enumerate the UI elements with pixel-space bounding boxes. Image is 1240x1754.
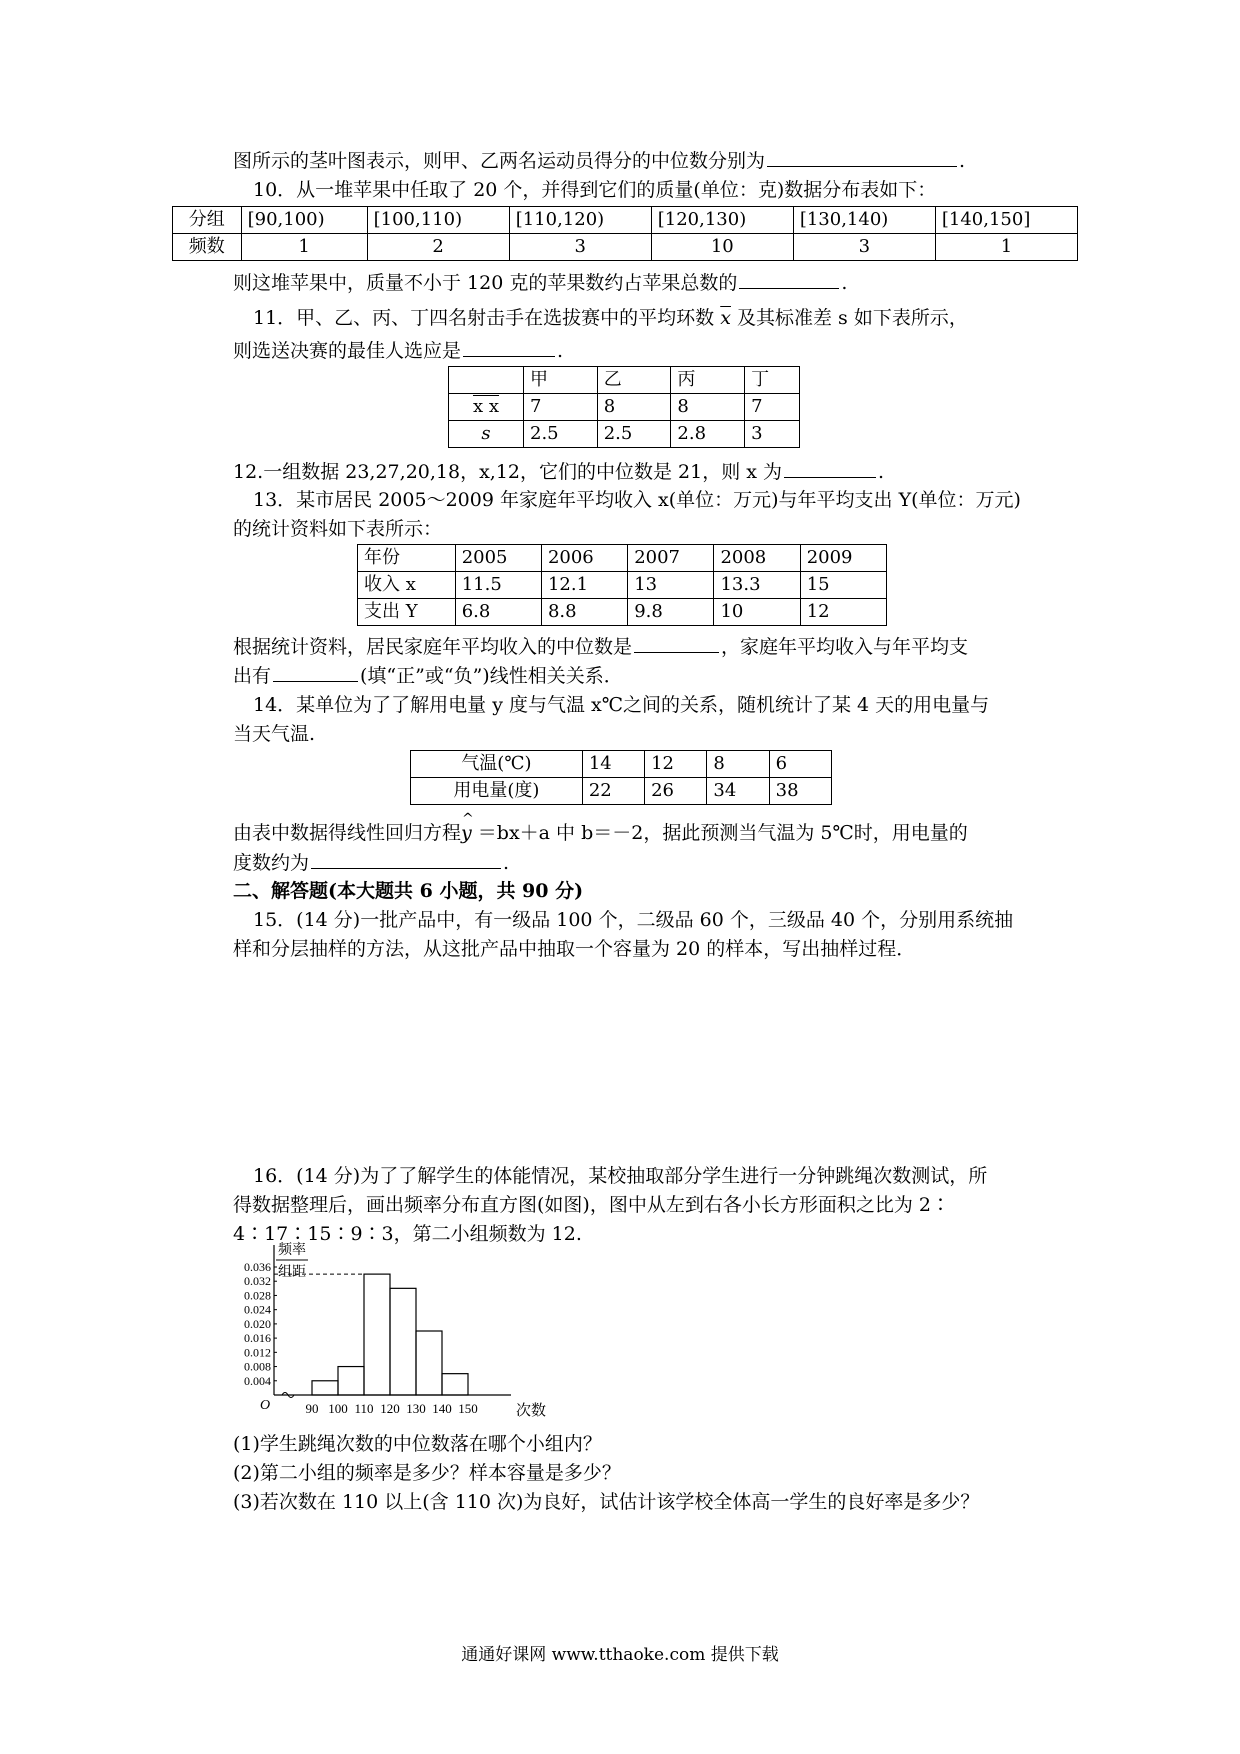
table-cell: 10 [651, 234, 793, 261]
table-cell: 气温(℃) [411, 751, 583, 778]
table-cell: 12 [645, 751, 707, 778]
table-cell: 10 [714, 599, 800, 626]
table-cell: 9.8 [628, 599, 714, 626]
q10-text: 10．从一堆苹果中任取了 20 个，并得到它们的质量(单位：克)数据分布表如下： [253, 179, 937, 201]
table-cell: s [449, 421, 524, 448]
table-cell: 7 [524, 394, 598, 421]
table-cell: 2008 [714, 545, 800, 572]
q16-line3: 4∶17∶15∶9∶3，第二小组频数为 12. [233, 1223, 582, 1245]
table-cell: 2 [367, 234, 509, 261]
q13-after2: 出有 (填“正”或“负”)线性相关关系． [233, 665, 623, 687]
table-cell: 12.1 [541, 572, 627, 599]
frequency-histogram [226, 1240, 556, 1420]
table-cell: 用电量(度) [411, 778, 583, 805]
y-tick-label: 0.028 [244, 1288, 271, 1303]
table-cell: 2006 [541, 545, 627, 572]
table-cell: 34 [707, 778, 769, 805]
table-row [358, 572, 887, 599]
y-hat: ^ y [461, 811, 474, 844]
table-cell: 年份 [358, 545, 456, 572]
table-cell: 丁 [745, 367, 800, 394]
table-cell: 1 [935, 234, 1077, 261]
table-row [449, 394, 800, 421]
table-cell: [140,150] [935, 207, 1077, 234]
x-tick-label: 140 [432, 1401, 452, 1416]
q16-sub3: (3)若次数在 110 以上(含 110 次)为良好，试估计该学校全体高一学生的良好率是多少？ [233, 1491, 980, 1513]
q13-line2: 的统计资料如下表所示： [233, 518, 443, 540]
answer-blank [311, 850, 501, 869]
q11-table [448, 366, 800, 448]
table-cell: 甲 [524, 367, 598, 394]
q10-after: 则这堆苹果中，质量不小于 120 克的苹果数约占苹果总数的 . [233, 272, 848, 294]
table-cell: [100,110) [367, 207, 509, 234]
answer-blank [463, 338, 555, 357]
table-row [358, 545, 887, 572]
histogram-bar [442, 1374, 468, 1395]
histogram-bar [416, 1331, 442, 1395]
x-tick-label: 130 [406, 1401, 426, 1416]
q14-after1: 由表中数据得线性回归方程 ^ y ＝bx＋a 中 b＝－2，据此预测当气温为 5℃时，用电量的 [233, 811, 968, 844]
table-cell: 频数 [173, 234, 242, 261]
histogram-bar [364, 1274, 390, 1395]
x-tick-label: 100 [328, 1401, 348, 1416]
table-row [411, 778, 832, 805]
x-tick-label: 150 [458, 1401, 478, 1416]
table-cell: 8 [707, 751, 769, 778]
table-cell: 38 [769, 778, 831, 805]
y-axis-label-top: 频率 [278, 1243, 306, 1258]
table-cell: 26 [645, 778, 707, 805]
table-cell: 6.8 [455, 599, 541, 626]
x-tick-label: 120 [380, 1401, 400, 1416]
table-cell: 8 [597, 394, 671, 421]
x-tick-label: 110 [354, 1401, 374, 1416]
y-tick-label: 0.016 [244, 1331, 271, 1346]
q13-table [357, 544, 887, 626]
table-cell: 丙 [671, 367, 745, 394]
section-heading: 二、解答题(本大题共 6 小题，共 90 分) [233, 880, 584, 902]
x-axis-label: 次数 [516, 1403, 547, 1419]
q15-line2: 样和分层抽样的方法，从这批产品中抽取一个容量为 20 的样本，写出抽样过程． [233, 938, 916, 960]
answer-blank [767, 148, 957, 167]
intro-line: 图所示的茎叶图表示，则甲、乙两名运动员得分的中位数分别为 . [233, 150, 966, 172]
y-tick-label: 0.024 [244, 1302, 271, 1317]
footer-credit: 通通好课网 www.tthaoke.com 提供下载 [461, 1645, 779, 1665]
table-cell: 13.3 [714, 572, 800, 599]
table-row [449, 421, 800, 448]
histogram-bar [390, 1288, 416, 1395]
table-cell: 13 [628, 572, 714, 599]
table-cell: 14 [582, 751, 644, 778]
table-cell: 15 [800, 572, 886, 599]
y-tick-label: 0.036 [244, 1260, 271, 1274]
table-cell: [120,130) [651, 207, 793, 234]
answer-blank [273, 663, 358, 682]
q16-line2: 得数据整理后，画出频率分布直方图(如图)，图中从左到右各小长方形面积之比为 2∶ [233, 1194, 950, 1216]
histogram-bar [338, 1367, 364, 1395]
y-axis-label-bottom: 组距 [278, 1265, 306, 1280]
table-cell: 12 [800, 599, 886, 626]
table-row [358, 599, 887, 626]
table-cell: 3 [793, 234, 935, 261]
x-tick-label: 90 [305, 1401, 319, 1416]
q10-table [172, 206, 1078, 261]
table-cell: 7 [745, 394, 800, 421]
answer-blank [784, 459, 876, 478]
q16-line1: 16．(14 分)为了了解学生的体能情况，某校抽取部分学生进行一分钟跳绳次数测试，所 [253, 1165, 988, 1187]
table-cell: 8.8 [541, 599, 627, 626]
mean-symbol: $\overline{x}$ [720, 307, 731, 329]
q11-line2: 则选送决赛的最佳人选应是 . [233, 340, 564, 362]
table-cell: 2.8 [671, 421, 745, 448]
q14-after2: 度数约为 . [233, 852, 510, 874]
q15-line1: 15．(14 分)一批产品中，有一级品 100 个，二级品 60 个，三级品 40 个，分别用系统抽 [253, 909, 1014, 931]
q14-line1: 14．某单位为了了解用电量 y 度与气温 x℃之间的关系，随机统计了某 4 天的用电量与 [253, 694, 990, 716]
table-cell: 3 [509, 234, 651, 261]
y-tick-label: 0.032 [244, 1274, 271, 1289]
q14-line2: 当天气温. [233, 723, 316, 745]
table-cell: 6 [769, 751, 831, 778]
table-cell [449, 367, 524, 394]
table-cell: 3 [745, 421, 800, 448]
histogram-bar [312, 1381, 338, 1395]
table-cell: 8 [671, 394, 745, 421]
table-cell: 分组 [173, 207, 242, 234]
table-cell: 2009 [800, 545, 886, 572]
table-row [411, 751, 832, 778]
q13-after1: 根据统计资料，居民家庭年平均收入的中位数是 ，家庭年平均收入与年平均支 [233, 636, 969, 658]
table-cell: 乙 [597, 367, 671, 394]
table-row [173, 207, 1078, 234]
table-cell: 2007 [628, 545, 714, 572]
table-cell: 1 [241, 234, 367, 261]
table-row [173, 234, 1078, 261]
q12-text: 12.一组数据 23,27,20,18，x,12，它们的中位数是 21，则 x 为 . [233, 461, 885, 483]
q16-sub2: (2)第二小组的频率是多少？样本容量是多少？ [233, 1462, 621, 1484]
y-tick-label: 0.008 [244, 1359, 271, 1374]
table-cell: x x [449, 394, 524, 421]
answer-blank [739, 270, 839, 289]
q11-line1: 11．甲、乙、丙、丁四名射击手在选拔赛中的平均环数 $\overline{x}$ 及其标准差 s 如下表所示， [253, 307, 968, 329]
y-tick-label: 0.020 [244, 1316, 271, 1331]
table-cell: 11.5 [455, 572, 541, 599]
table-cell: [130,140) [793, 207, 935, 234]
y-tick-label: 0.012 [244, 1345, 271, 1360]
q13-line1: 13．某市居民 2005～2009 年家庭年平均收入 x(单位：万元)与年平均支出 Y(单位：万元) [253, 489, 1021, 511]
table-cell: 2005 [455, 545, 541, 572]
table-cell: 2.5 [524, 421, 598, 448]
table-row [449, 367, 800, 394]
table-cell: 2.5 [597, 421, 671, 448]
table-cell: 支出 Y [358, 599, 456, 626]
table-cell: 收入 x [358, 572, 456, 599]
answer-blank [634, 634, 719, 653]
table-cell: [90,100) [241, 207, 367, 234]
table-cell: [110,120) [509, 207, 651, 234]
origin-label: O [260, 1398, 271, 1413]
table-cell: 22 [582, 778, 644, 805]
q16-sub1: (1)学生跳绳次数的中位数落在哪个小组内？ [233, 1433, 602, 1455]
y-tick-label: 0.004 [244, 1373, 271, 1388]
q14-table [410, 750, 832, 805]
